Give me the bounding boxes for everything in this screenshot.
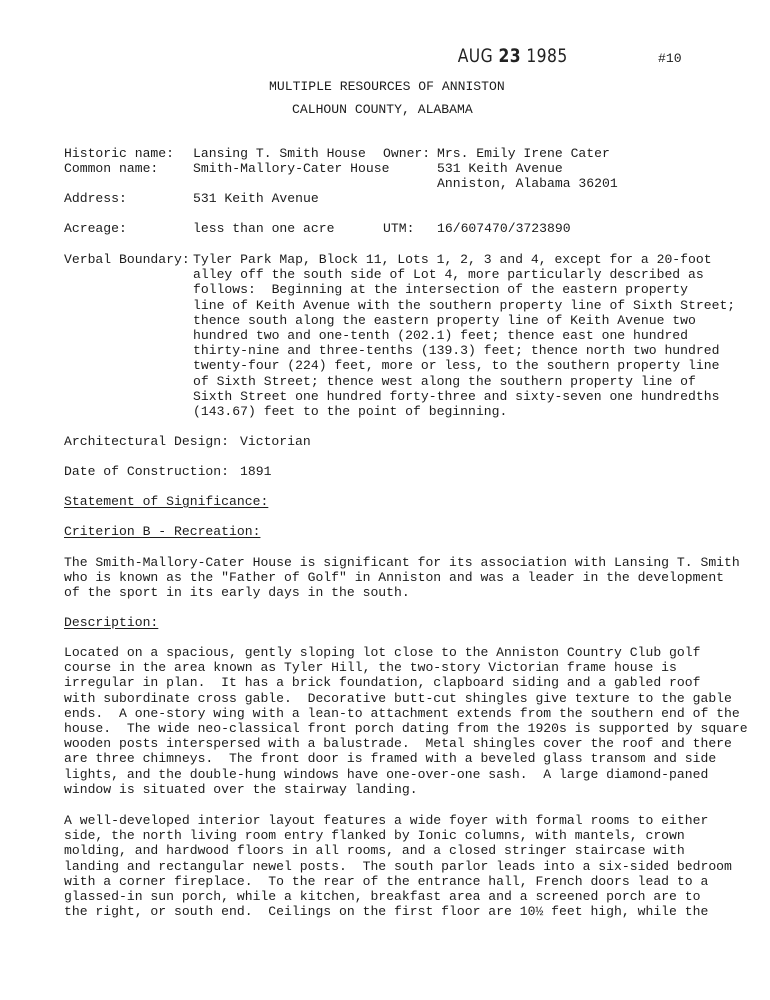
text-line: window is situated over the stairway landing. <box>64 781 418 797</box>
description-heading: Description: <box>64 615 159 630</box>
address-label: Address: <box>64 191 127 206</box>
stamp-month: AUG <box>457 45 494 67</box>
text-line: The Smith-Mallory-Cater House is significant for its association with Lansing T. Smith <box>64 555 740 570</box>
text-line: thirty-nine and three-tenths (139.3) feet; thence north two hundred <box>193 343 720 359</box>
text-line: wooden posts interspersed with a balustrade. Metal shingles cover the roof and there <box>64 736 732 752</box>
text-line: house. The wide neo-classical front porch dating from the 1920s is supported by square <box>64 721 748 737</box>
acreage-value: less than one acre <box>193 221 335 236</box>
text-line: Located on a spacious, gently sloping lot close to the Anniston Country Club golf <box>64 645 701 660</box>
text-line: Sixth Street one hundred forty-three and sixty-seven one hundredths <box>193 388 720 404</box>
text-line: twenty-four (224) feet, more or less, to the southern property line <box>193 358 720 374</box>
owner-label: Owner: <box>383 146 431 161</box>
text-line: molding, and hardwood floors in all rooms, and a closed stringer staircase with <box>64 843 685 859</box>
utm-value: 16/607470/3723890 <box>437 221 571 236</box>
text-line: are three chimneys. The front door is framed with a beveled glass transom and side <box>64 751 717 767</box>
page-number: #10 <box>658 51 682 66</box>
text-line: of the sport in its early days in the south. <box>64 585 410 601</box>
text-line: of Sixth Street; thence west along the southern property line of <box>193 373 696 389</box>
date-of-construction-value: 1891 <box>240 464 272 479</box>
common-name-label: Common name: <box>64 161 159 176</box>
text-line: with a corner fireplace. To the rear of the entrance hall, French doors lead to a <box>64 873 709 889</box>
text-line: follows: Beginning at the intersection of the eastern property <box>193 282 689 298</box>
description-paragraph-1 <box>64 645 748 797</box>
text-line: thence south along the eastern property line of Keith Avenue two <box>193 312 696 328</box>
stamp-day: 23 <box>498 45 521 67</box>
text-line: A well-developed interior layout features a wide foyer with formal rooms to either <box>64 813 709 828</box>
text-line: alley off the south side of Lot 4, more particularly described as <box>193 267 704 283</box>
description-paragraph-2 <box>64 813 732 919</box>
header-title: MULTIPLE RESOURCES OF ANNISTON <box>269 79 505 94</box>
owner-line: Mrs. Emily Irene Cater <box>437 146 610 161</box>
text-line: the right, or south end. Ceilings on the first floor are 10½ feet high, while the <box>64 904 709 920</box>
verbal-boundary-label: Verbal Boundary: <box>64 252 190 267</box>
text-line: side, the north living room entry flanked by Ionic columns, with mantels, crown <box>64 828 685 844</box>
historic-name-value: Lansing T. Smith House <box>193 146 366 161</box>
text-line: lights, and the double-hung windows have one-over-one sash. A large diamond-paned <box>64 766 709 782</box>
stamp-year: 1985 <box>526 45 568 67</box>
owner-line: 531 Keith Avenue <box>437 161 563 176</box>
text-line: Tyler Park Map, Block 11, Lots 1, 2, 3 and 4, except for a 20-foot <box>193 252 712 267</box>
historic-name-label: Historic name: <box>64 146 175 161</box>
architectural-design-value: Victorian <box>240 434 311 449</box>
common-name-value: Smith-Mallory-Cater House <box>193 161 390 176</box>
text-line: course in the area known as Tyler Hill, the two-story Victorian frame house is <box>64 660 677 676</box>
text-line: line of Keith Avenue with the southern property line of Sixth Street; <box>193 297 736 313</box>
date-of-construction-label: Date of Construction: <box>64 464 230 479</box>
text-line: landing and rectangular newel posts. The south parlor leads into a six-sided bedroom <box>64 858 732 874</box>
significance-paragraph <box>64 555 740 601</box>
received-date-stamp <box>447 26 568 66</box>
address-value: 531 Keith Avenue <box>193 191 319 206</box>
statement-of-significance-heading: Statement of Significance: <box>64 494 269 509</box>
owner-line: Anniston, Alabama 36201 <box>437 176 618 191</box>
architectural-design-label: Architectural Design: <box>64 434 230 449</box>
acreage-label: Acreage: <box>64 221 127 236</box>
utm-label: UTM: <box>383 221 415 236</box>
verbal-boundary-text <box>193 252 735 419</box>
text-line: irregular in plan. It has a brick foundation, clapboard siding and a gabled roof <box>64 675 701 691</box>
text-line: glassed-in sun porch, while a kitchen, breakfast area and a screened porch are to <box>64 889 701 905</box>
text-line: with subordinate cross gable. Decorative butt-cut shingles give texture to the gable <box>64 690 732 706</box>
text-line: ends. A one-story wing with a lean-to attachment extends from the southern end of the <box>64 705 740 721</box>
text-line: who is known as the "Father of Golf" in Anniston and was a leader in the development <box>64 570 725 586</box>
header-subtitle: CALHOUN COUNTY, ALABAMA <box>292 102 473 117</box>
criterion-heading: Criterion B - Recreation: <box>64 524 261 539</box>
text-line: (143.67) feet to the point of beginning. <box>193 404 508 420</box>
text-line: hundred two and one-tenth (202.1) feet; thence east one hundred <box>193 328 689 344</box>
